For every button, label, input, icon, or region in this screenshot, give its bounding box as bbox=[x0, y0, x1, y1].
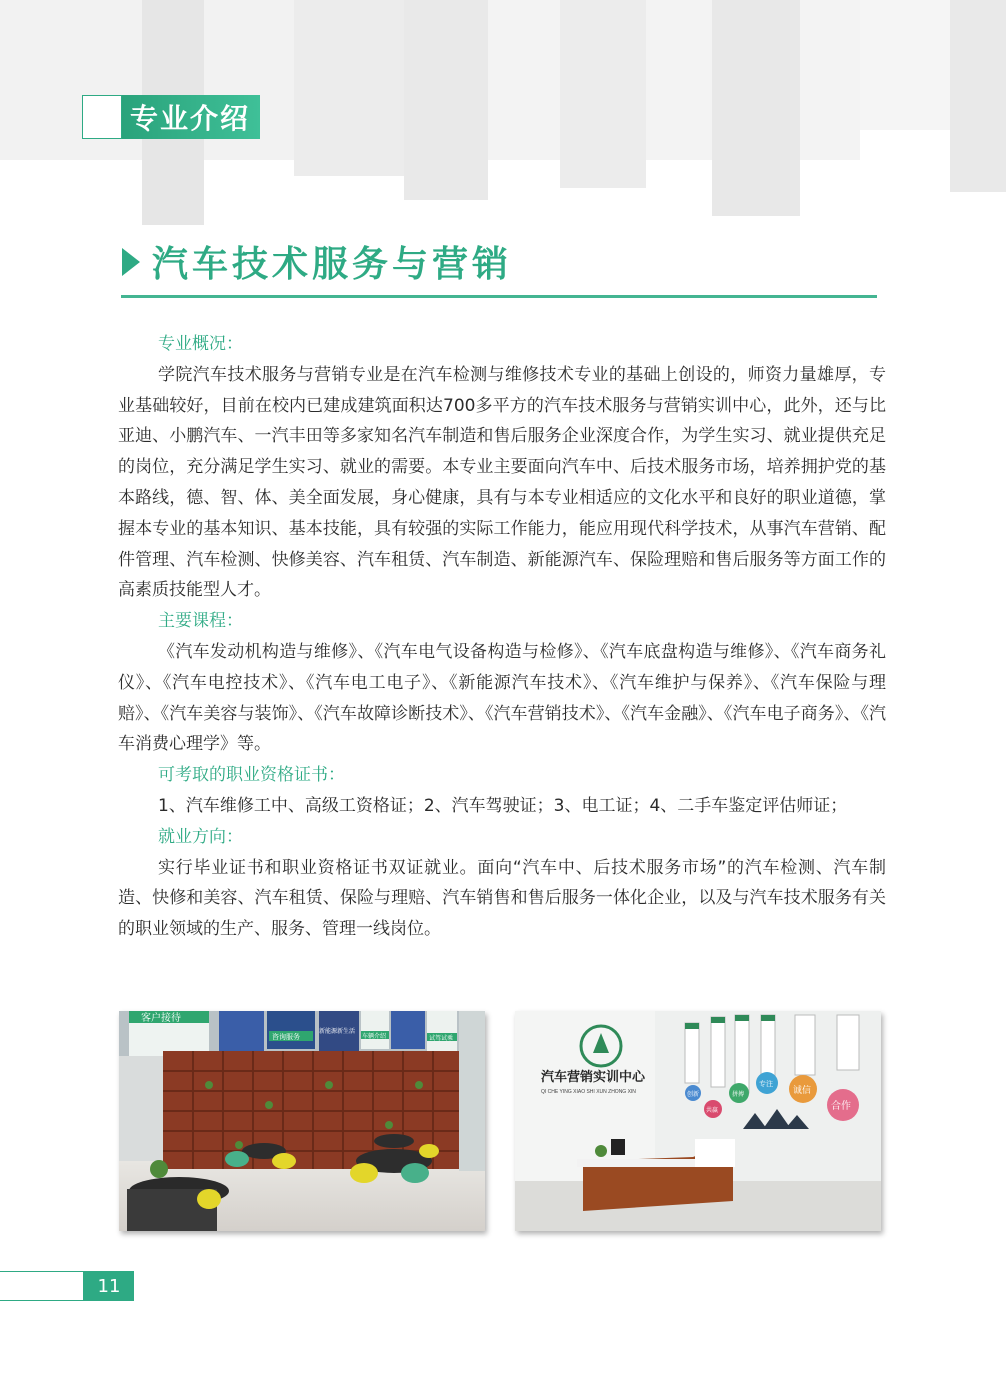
background-stripe bbox=[294, 0, 404, 176]
sign-consulting: 咨询服务 bbox=[272, 1034, 300, 1041]
overview-heading: 专业概况： bbox=[158, 334, 243, 354]
background-stripe bbox=[800, 0, 860, 160]
section-label: 专业介绍 bbox=[122, 95, 260, 139]
photo-reception-illustration bbox=[119, 1011, 485, 1231]
certificates-text: 1、汽车维修工中、高级工资格证；2、汽车驾驶证；3、电工证；4、二手车鉴定评估师证； bbox=[158, 795, 848, 816]
certificates-heading: 可考取的职业资格证书： bbox=[158, 765, 345, 786]
value-cooperation: 合作 bbox=[831, 1101, 851, 1112]
photo-reception-area bbox=[119, 1011, 485, 1231]
sign-customer-reception: 客户接待 bbox=[141, 1013, 181, 1024]
background-stripe bbox=[950, 0, 1006, 192]
section-tab bbox=[82, 95, 260, 139]
background-stripe bbox=[560, 0, 646, 188]
sign-new-energy: 新能源新生活 bbox=[319, 1029, 356, 1035]
main-content bbox=[118, 329, 886, 945]
title-text: 汽车技术服务与营销 bbox=[152, 244, 513, 285]
triangle-marker-icon bbox=[122, 248, 140, 276]
page-number: 11 bbox=[84, 1271, 134, 1301]
page-bar bbox=[0, 1271, 84, 1301]
sign-vehicle-intro: 车辆介绍 bbox=[362, 1034, 387, 1040]
center-sign-text: 汽车营销实训中心 bbox=[541, 1069, 646, 1084]
background-stripe bbox=[404, 0, 488, 200]
overview-text: 学院汽车技术服务与营销专业是在汽车检测与维修技术专业的基础上创设的，师资力量雄厚，专业基础较好，目前在校内已建成建筑面积达700多平方的汽车技术服务与营销实训中心，此外，还与比亚迪、小鹏汽车、一汽丰田等多家知名汽车制造和售后服务企业深度合作，为学生实习、就业提供充足的岗位，充分满足学生实习、就业的需要。本专业主要面向汽车中、后技术服务市场，培养拥护党的基本路线，德、智、体、美全面发展，身心健康，具有与本专业相适应的文化水平和良好的职业道德，掌握本专业的基本知识、基本技能，具有较强的实际工作能力，能应用现代科学技术，从事汽车营销、配件管理、汽车检测、快修美容、汽车租赁、汽车制造、新能源汽车、保险理赔和售后服务等方面工作的高素质技能型人才。 bbox=[118, 364, 886, 601]
photo-training-center bbox=[515, 1011, 881, 1231]
background-stripe bbox=[860, 0, 950, 130]
career-text: 实行毕业证书和职业资格证书双证就业。面向“汽车中、后技术服务市场”的汽车检测、汽车制造、快修和美容、汽车租赁、保险与理赔、汽车销售和售后服务一体化企业，以及与汽车技术服务有关的职业领域的生产、服务、管理一线岗位。 bbox=[118, 857, 886, 940]
background-stripe bbox=[646, 0, 712, 160]
sign-test-drive: 试驾试乘 bbox=[429, 1036, 454, 1042]
courses-heading: 主要课程： bbox=[158, 611, 243, 632]
background-stripe bbox=[712, 0, 800, 216]
value-striving: 拼搏 bbox=[732, 1092, 745, 1098]
value-win-win: 共赢 bbox=[706, 1108, 719, 1114]
value-innovation: 创新 bbox=[687, 1092, 700, 1098]
center-sign-pinyin: QI CHE YING XIAO SHI XUN ZHONG XIN bbox=[541, 1089, 636, 1095]
title-underline bbox=[121, 295, 877, 298]
value-focus: 专注 bbox=[759, 1081, 773, 1088]
photo-training-illustration bbox=[515, 1011, 881, 1231]
background-stripe bbox=[488, 0, 560, 160]
value-integrity: 诚信 bbox=[793, 1085, 812, 1095]
page-title bbox=[122, 236, 512, 287]
career-heading: 就业方向： bbox=[158, 826, 243, 847]
section-tab-box bbox=[82, 95, 122, 139]
courses-text: 《汽车发动机构造与维修》、《汽车电气设备构造与检修》、《汽车底盘构造与维修》、《汽车商务礼仪》、《汽车电控技术》、《汽车电工电子》、《新能源汽车技术》、《汽车维护与保养》、《汽车保险与理赔》、《汽车美容与装饰》、《汽车故障诊断技术》、《汽车营销技术》、《汽车金融》、《汽车电子商务》、《汽车消费心理学》等。 bbox=[118, 641, 886, 755]
